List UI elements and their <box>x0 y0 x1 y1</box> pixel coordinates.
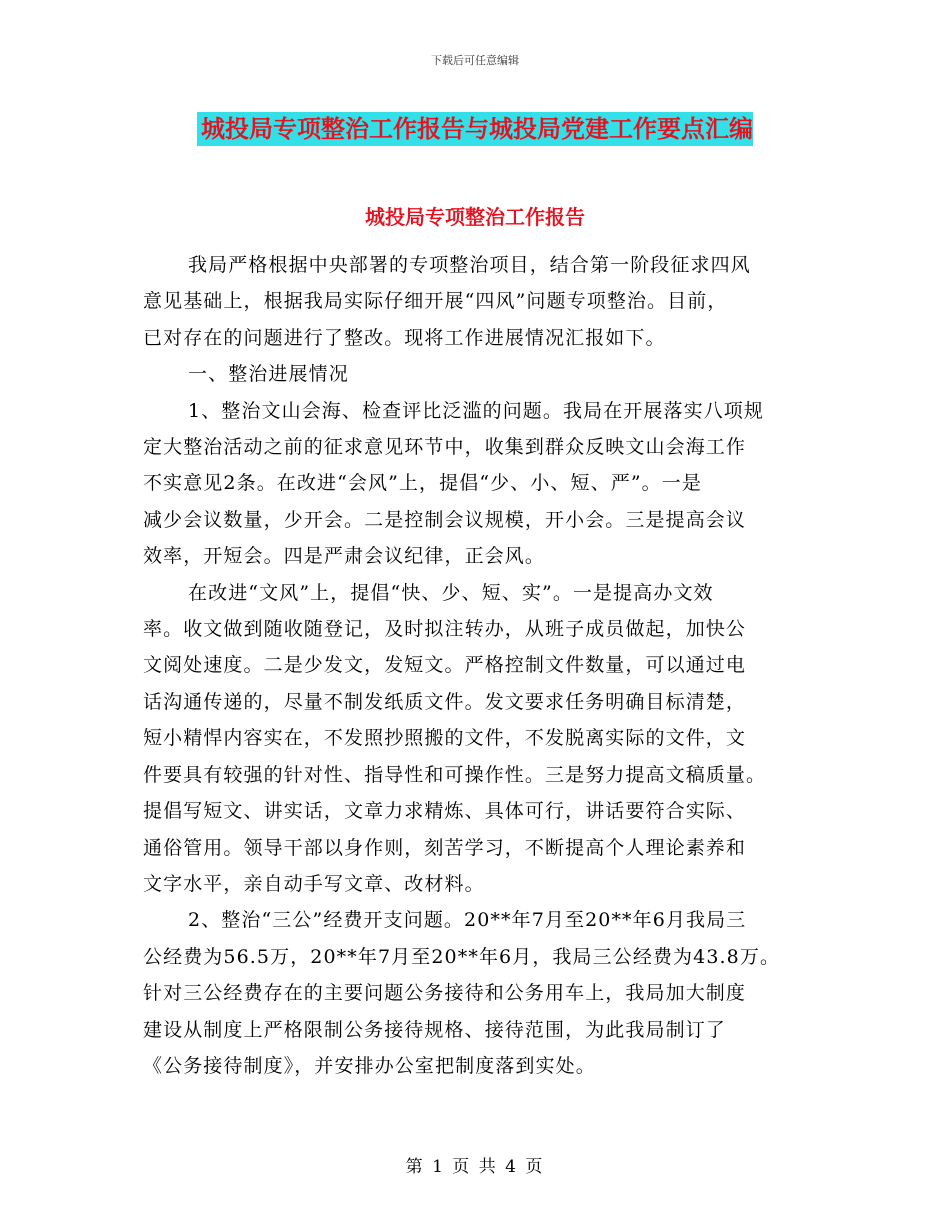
body-text <box>143 247 833 1084</box>
text-line: 针对三公经费存在的主要问题公务接待和公务用车上，我局加大制度 <box>143 982 747 1005</box>
text-line: 件要具有较强的针对性、指导性和可操作性。三是努力提高文稿质量。 <box>143 763 767 786</box>
text-line: 一、整治进展情况 <box>188 363 349 386</box>
main-title: 城投局专项整治工作报告与城投局党建工作要点汇编 <box>197 112 753 146</box>
page-number: 第 1 页 共 4 页 <box>405 1157 545 1177</box>
text-line: 意见基础上，根据我局实际仔细开展“四风”问题专项整治。目前， <box>143 290 728 313</box>
text-line: 通俗管用。领导干部以身作则，刻苦学习，不断提高个人理论素养和 <box>143 836 747 859</box>
text-line: 1、整治文山会海、检查评比泛滥的问题。我局在开展落实八项规 <box>188 399 764 422</box>
text-line: 文阅处速度。二是少发文，发短文。严格控制文件数量，可以通过电 <box>143 654 747 677</box>
text-line: 我局严格根据中央部署的专项整治项目，结合第一阶段征求四风 <box>188 254 751 276</box>
text-line: 减少会议数量，少开会。二是控制会议规模，开小会。三是提高会议 <box>143 508 747 531</box>
text-line: 文字水平，亲自动手写文章、改材料。 <box>143 872 485 895</box>
text-line: 建设从制度上严格限制公务接待规格、接待范围，为此我局制订了 <box>143 1018 726 1041</box>
header-note: 下载后可任意编辑 <box>431 54 519 67</box>
text-line: 率。收文做到随收随登记，及时拟注转办，从班子成员做起，加快公 <box>143 618 747 641</box>
section-title: 城投局专项整治工作报告 <box>365 205 585 229</box>
text-line: 已对存在的问题进行了整改。现将工作进展情况汇报如下。 <box>143 326 666 349</box>
text-line: 定大整治活动之前的征求意见环节中，收集到群众反映文山会海工作 <box>143 436 747 459</box>
text-line: 效率，开短会。四是严肃会议纪律，正会风。 <box>143 545 546 568</box>
text-line: 《公务接待制度》，并安排办公室把制度落到实处。 <box>143 1054 596 1077</box>
text-line: 不实意见2条。在改进“会风”上，提倡“少、小、短、严”。一是 <box>143 472 702 495</box>
text-line: 短小精悍内容实在，不发照抄照搬的文件，不发脱离实际的文件，文 <box>143 727 747 750</box>
text-line: 提倡写短文、讲实话，文章力求精炼、具体可行，讲话要符合实际、 <box>143 800 747 823</box>
text-line: 2、整治“三公”经费开支问题。20**年7月至20**年6月我局三 <box>188 909 747 932</box>
text-line: 在改进“文风”上，提倡“快、少、短、实”。一是提高办文效 <box>188 581 714 604</box>
text-line: 话沟通传递的，尽量不制发纸质文件。发文要求任务明确目标清楚， <box>143 690 747 713</box>
main-title-wrapper <box>0 112 950 146</box>
text-line: 公经费为56.5万，20**年7月至20**年6月，我局三公经费为43.8万。 <box>143 945 781 968</box>
